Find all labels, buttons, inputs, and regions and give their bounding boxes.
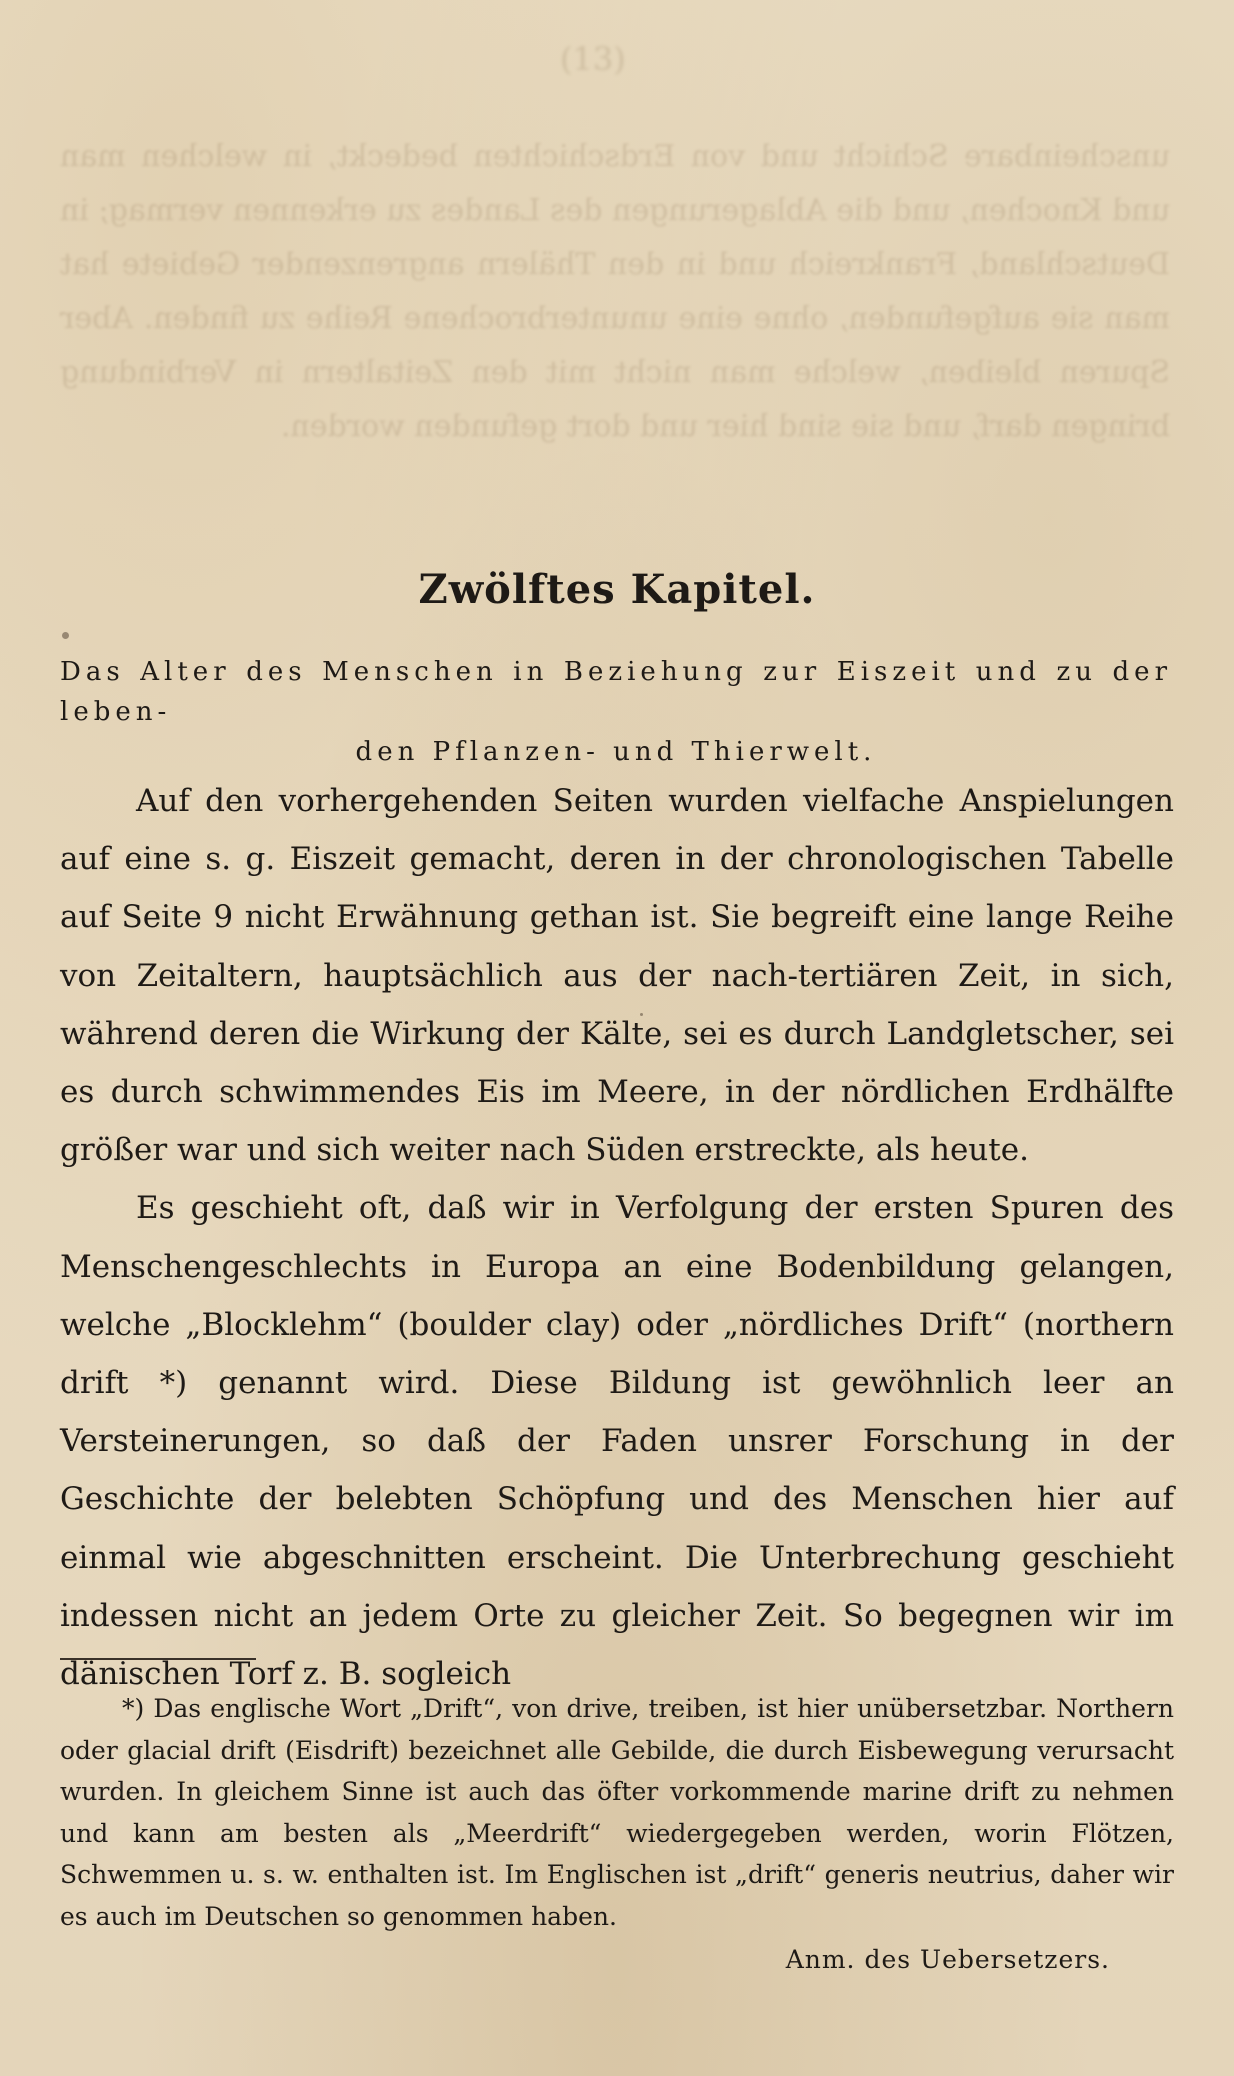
chapter-title: Zwölftes Kapitel.	[418, 566, 816, 613]
paper-speck	[1034, 1200, 1038, 1204]
bleed-through-page-number: (13)	[560, 40, 626, 78]
paper-speck	[640, 1013, 643, 1016]
chapter-subtitle	[60, 652, 1172, 772]
footnote: *) Das englische Wort „Drift“, von drive, treiben, ist hier unübersetzbar. Northern oder glacial drift (Eisdrift) bezeichnet alle Gebilde, die durch Eisbewegung verursacht wurden. In gleichem Sinne ist auch das öfter vorkommende marine drift zu nehmen und kann am besten als „Meerdrift“ wiedergegeben werden, worin Flötzen, Schwemmen u. s. w. enthalten ist. Im Englischen ist „drift“ generis neutrius, daher wir es auch im Deutschen so genommen haben.	[60, 1694, 1174, 1931]
chapter-subtitle-line-2: den Pflanzen- und Thierwelt.	[355, 737, 877, 767]
paragraph-2: Es geschieht oft, daß wir in Verfolgung der ersten Spuren des Menschengeschlechts in Europa an eine Bodenbildung gelangen, welche „Blocklehm“ (boulder clay) oder „nördliches Drift“ (northern drift *) genannt wird. Diese Bildung ist gewöhnlich leer an Versteinerungen, so daß der Faden unsrer Forschung in der Geschichte der belebten Schöpfung und des Menschen hier auf einmal wie abgeschnitten erscheint. Die Unterbrechung geschieht indessen nicht an jedem Orte zu gleicher Zeit. So begegnen wir im dänischen Torf z. B. sogleich	[60, 1190, 1174, 1693]
paragraph-1: Auf den vorhergehenden Seiten wurden vielfache Anspielungen auf eine s. g. Eiszeit gemacht, deren in der chronologischen Tabelle auf Seite 9 nicht Erwähnung gethan ist. Sie begreift eine lange Reihe von Zeitaltern, hauptsächlich aus der nach-tertiären Zeit, in sich, während deren die Wirkung der Kälte, sei es durch Landgletscher, sei es durch schwimmendes Eis im Meere, in der nördlichen Erdhälfte größer war und sich weiter nach Süden erstreckte, als heute.	[60, 783, 1174, 1169]
chapter-subtitle-line-1: Das Alter des Menschen in Beziehung zur Eiszeit und zu der leben-	[60, 657, 1172, 727]
footnote-divider	[60, 1658, 256, 1660]
body-text	[60, 772, 1174, 1703]
bleed-through-text: unscheinbare Schicht und von Erdschichten bedeckt, in welchen man und Knochen, und die Ablagerungen des Landes zu erkennen vermag; in Deutschland, Frankreich und in den Thälern angrenzender Gebiete hat man sie aufgefunden, ohne eine ununterbrochene Reihe zu finden. Aber Spuren bleiben, welche man nicht mit den Zeitaltern in Verbindung bringen darf, und sie sind hier und dort gefunden worden.	[60, 139, 1170, 444]
footnote-signature: Anm. des Uebersetzers.	[785, 1945, 1110, 1974]
paper-speck	[62, 632, 69, 639]
